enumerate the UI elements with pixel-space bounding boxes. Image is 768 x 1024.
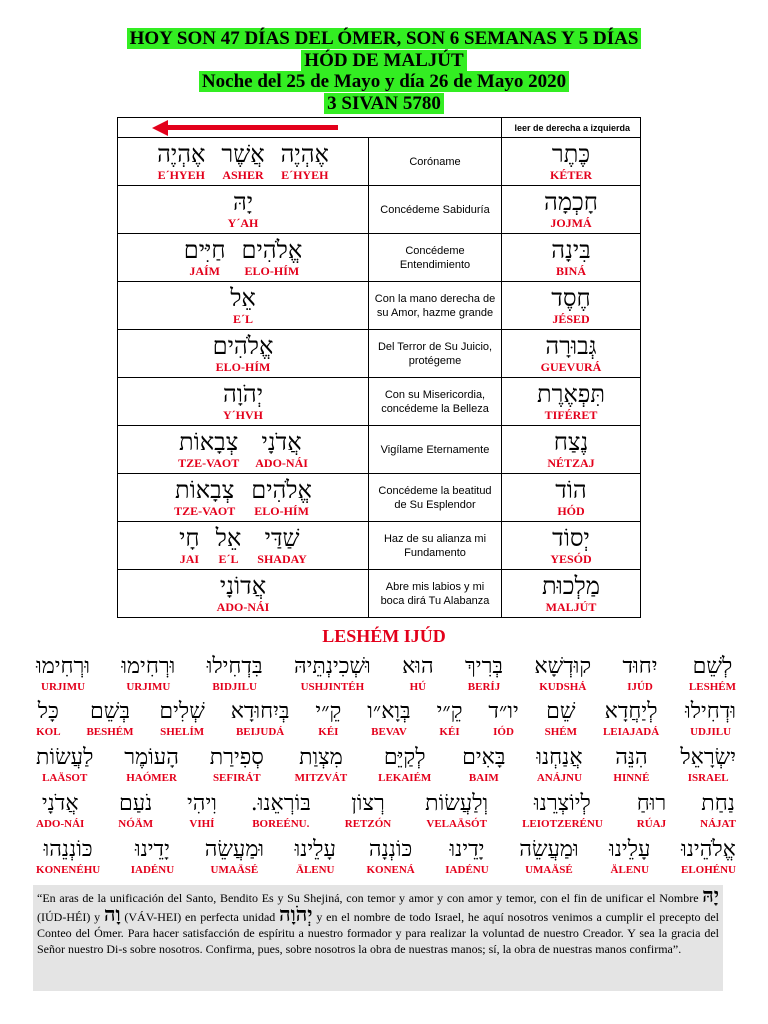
divine-name [184, 237, 226, 278]
divine-name [251, 477, 312, 518]
prayer-word-transliteration: LEKAIÉM [378, 772, 432, 784]
prayer-word-transliteration: BERÍJ [467, 681, 501, 693]
header-line-sefira: HÓD DE MALJÚT [0, 50, 768, 72]
divine-name-hebrew: אֲשֶׁר [221, 140, 265, 168]
prayer-word [124, 745, 179, 791]
prayer-word-transliteration: KONENÁ [366, 864, 415, 876]
sefira-hebrew: גְּבוּרָה [545, 332, 597, 360]
sefira-cell [502, 378, 641, 426]
prayer-word-transliteration: IADÉNU [445, 864, 489, 876]
prayer-word [488, 699, 518, 745]
divine-name-transliteration: TZE-VAOT [174, 504, 236, 518]
prayer-word-transliteration: KONENÉHU [36, 864, 101, 876]
divine-name [213, 333, 274, 374]
prayer-word-hebrew: קֵ״י [436, 699, 463, 724]
prayer-word-transliteration: LAÄSOT [42, 772, 88, 784]
prayer-word [536, 745, 582, 791]
prayer-word-hebrew: רְצוֹן [351, 791, 385, 816]
prayer-word-hebrew: כָּל [37, 699, 59, 724]
prayer-word [534, 654, 591, 700]
prayer-word-hebrew: לְיוֹצְרֵנוּ [534, 791, 591, 816]
sefira-hebrew: תִּפְאֶרֶת [536, 380, 606, 408]
prayer-word [402, 654, 434, 700]
divine-name [281, 141, 329, 182]
prayer-word-hebrew: לְשֵׁם [692, 654, 733, 679]
prayer-word-hebrew: הָעוֹמֶר [124, 745, 179, 770]
prayer-word-hebrew: אֲדֹנָי [41, 791, 79, 816]
prayer-word-transliteration: ÄLENU [610, 864, 650, 876]
prayer-word-transliteration: USHJINTÉH [300, 681, 365, 693]
prayer-word-transliteration: NÁJAT [700, 818, 736, 830]
divine-name-hebrew: אֶהְיֶה [280, 140, 329, 168]
divine-name-transliteration: JAÍM [189, 264, 220, 278]
prayer-word [345, 791, 391, 837]
divine-name-transliteration: Y´AH [227, 216, 259, 230]
prayer-word [118, 791, 153, 837]
divine-name-transliteration: ELO-HÍM [254, 504, 309, 518]
sefira-transliteration: NÉTZAJ [547, 456, 595, 470]
prayer-word [685, 699, 736, 745]
prayer-word-hebrew: וּרְחִימוּ [36, 654, 90, 679]
prayer-word [251, 791, 311, 837]
prayer-word-hebrew: כּוֹנְנָה [368, 837, 413, 862]
prayer-word-hebrew: עָלֵינוּ [609, 837, 651, 862]
divine-name-transliteration: ASHER [222, 168, 264, 182]
divine-name-hebrew: אֲדוֹנָי [219, 572, 267, 600]
prayer-word-hebrew: בְּשֵׁם [90, 699, 130, 724]
prayer-word [367, 699, 410, 745]
prayer-word [437, 699, 463, 745]
prayer-cell: Concédeme Entendimiento [369, 234, 502, 282]
prayer-word-hebrew: נֹעַם [119, 791, 153, 816]
prayer-word-hebrew: בָּאִים [462, 745, 506, 770]
prayer-line [36, 791, 736, 837]
prayer-line [36, 699, 736, 745]
sefira-transliteration: MALJÚT [545, 600, 597, 614]
divine-name [230, 285, 256, 326]
table-row [118, 138, 641, 186]
prayer-word-transliteration: BEIJUDÁ [235, 726, 285, 738]
prayer-word-transliteration: URJIMU [126, 681, 171, 693]
translation-part-2: (IÚD-HÉI) y [37, 910, 101, 924]
divine-name-transliteration: E´L [218, 552, 239, 566]
sefira-hebrew: נֶצַח [553, 428, 589, 456]
sefira-hebrew: יְסוֹד [552, 524, 590, 552]
prayer-word [207, 654, 263, 700]
sefira-cell [502, 138, 641, 186]
prayer-word-hebrew: קוּדְשָׁא [534, 654, 592, 679]
sefira-transliteration: BINÁ [555, 264, 586, 278]
prayer-word-transliteration: ISRAEL [687, 772, 729, 784]
prayer-word [36, 837, 100, 883]
prayer-cell: Coróname [369, 138, 502, 186]
translation-part-1: “En aras de la unificación del Santo, Bendito Es y Su Shejiná, con temor y amor y con amor y temor, con el fin de unificar el Nombre [37, 891, 699, 905]
prayer-word-transliteration: BAIM [468, 772, 499, 784]
header-line-hebrew-date: 3 SIVAN 5780 [0, 93, 768, 115]
prayer-word-hebrew: בִּדְחִילוּ [206, 654, 263, 679]
divine-names-cell [118, 522, 369, 570]
prayer-word-hebrew: סְפִירַת [209, 745, 264, 770]
divine-name-transliteration: E´HYEH [157, 168, 205, 182]
prayer-word-hebrew: קֵ״י [315, 699, 342, 724]
prayer-word [121, 654, 175, 700]
divine-name [223, 381, 263, 422]
divine-names-cell [118, 378, 369, 426]
prayer-word [36, 791, 84, 837]
prayer-word-transliteration: UMAÄSÉ [525, 864, 573, 876]
divine-names-cell [118, 186, 369, 234]
prayer-word-transliteration: BEVAV [371, 726, 407, 738]
header-line-date: Noche del 25 de Mayo y día 26 de Mayo 2020 [0, 71, 768, 93]
arrow-shaft [166, 125, 338, 130]
leshem-title: LESHÉM IJÚD [322, 626, 446, 646]
prayer-word-transliteration: LESHÉM [688, 681, 736, 693]
divine-name-hebrew: אֱלֹהִים [251, 476, 312, 504]
prayer-word-transliteration: UMAÄSÉ [210, 864, 259, 876]
prayer-word-hebrew: וּדְחִילוּ [685, 699, 736, 724]
sefira-hebrew: הוֹד [555, 476, 587, 504]
divine-name-transliteration: ADO-NÁI [216, 600, 270, 614]
divine-names-cell [118, 138, 369, 186]
prayer-word-hebrew: יָדֵינוּ [449, 837, 485, 862]
sefira-transliteration: YESÓD [550, 552, 592, 566]
divine-name-hebrew: יְהֹוָה [222, 380, 264, 408]
prayer-word-transliteration: ÄLENU [296, 864, 335, 876]
prayer-word-hebrew: יִשְׂרָאֵל [680, 745, 736, 770]
sefira-hebrew: כֶּתֶר [551, 140, 591, 168]
divine-names-cell [118, 426, 369, 474]
prayer-word-hebrew: שֵׁם [546, 699, 576, 724]
prayer-word [613, 745, 649, 791]
prayer-word-hebrew: לְיַחֲדָא [604, 699, 658, 724]
prayer-word [36, 745, 93, 791]
name-vah-hebrew: וָה [103, 902, 121, 926]
divine-name-hebrew: יָהּ [232, 188, 254, 216]
prayer-word-transliteration: SHÉM [544, 726, 578, 738]
table-row [118, 186, 641, 234]
prayer-cell: Con su Misericordia, concédeme la Belleza [369, 378, 502, 426]
prayer-cell: Haz de su alianza mi Fundamento [369, 522, 502, 570]
prayer-cell: Del Terror de Su Juicio, protégeme [369, 330, 502, 378]
prayer-word [205, 837, 264, 883]
prayer-word-transliteration: KUDSHÁ [539, 681, 587, 693]
sefira-cell [502, 234, 641, 282]
divine-name-transliteration: SHADAY [257, 552, 307, 566]
prayer-line [36, 837, 736, 883]
prayer-word-hebrew: נַחַת [701, 791, 735, 816]
prayer-word-transliteration: MITZVÁT [294, 772, 348, 784]
table-row [118, 474, 641, 522]
prayer-word-transliteration: HINNÉ [613, 772, 650, 784]
prayer-word [623, 654, 658, 700]
prayer-word-transliteration: BIDJILU [212, 681, 257, 693]
divine-name-hebrew: אֵל [215, 524, 242, 552]
sefirot-table [117, 117, 641, 618]
divine-name-transliteration: JAI [179, 552, 200, 566]
prayer-word-transliteration: LEIOTZERÉNU [522, 818, 603, 830]
prayer-word [210, 745, 264, 791]
divine-name-transliteration: TZE-VAOT [178, 456, 240, 470]
divine-names-cell [118, 570, 369, 618]
divine-name-hebrew: אֵל [230, 284, 256, 312]
divine-name-hebrew: צְבָאוֹת [174, 476, 235, 504]
divine-name-transliteration: E´L [233, 312, 254, 326]
divine-name [242, 237, 303, 278]
prayer-word [637, 791, 666, 837]
sefira-hebrew: חֶסֶד [551, 284, 591, 312]
prayer-word-transliteration: BESHÉM [86, 726, 134, 738]
divine-name [257, 525, 307, 566]
prayer-word [86, 699, 133, 745]
divine-name-hebrew: אֶהְיֶה [157, 140, 206, 168]
prayer-word-hebrew: וּרְחִימוּ [121, 654, 176, 679]
divine-name [174, 477, 235, 518]
prayer-word-hebrew: מִצְוַת [299, 745, 343, 770]
divine-name [255, 429, 308, 470]
prayer-word [187, 791, 217, 837]
prayer-word [159, 699, 204, 745]
prayer-word [465, 654, 503, 700]
divine-names-cell [118, 474, 369, 522]
divine-name-transliteration: ELO-HÍM [215, 360, 271, 374]
arrow-cell [118, 118, 502, 138]
prayer-word [681, 837, 736, 883]
prayer-word-hebrew: אֱלֹהֵינוּ [681, 837, 736, 862]
prayer-word-hebrew: כּוֹנְנֵהוּ [43, 837, 93, 862]
prayer-word [425, 791, 488, 837]
prayer-word-transliteration: ELOHÉNU [680, 864, 736, 876]
prayer-word [700, 791, 736, 837]
prayer-word-transliteration: RÚAJ [636, 818, 667, 830]
prayer-word [315, 699, 341, 745]
sefira-transliteration: JOJMÁ [550, 216, 592, 230]
sefira-cell [502, 570, 641, 618]
prayer-word [295, 745, 348, 791]
prayer-word-transliteration: UDJILU [690, 726, 732, 738]
prayer-word [522, 791, 603, 837]
name-yah-hebrew: יָהּ [702, 883, 720, 907]
prayer-word [231, 699, 290, 745]
prayer-word-transliteration: IÓD [493, 726, 514, 738]
prayer-cell: Vigílame Eternamente [369, 426, 502, 474]
divine-name [221, 141, 264, 182]
prayer-word-hebrew: שְׁלִים [159, 699, 205, 724]
sefira-cell [502, 186, 641, 234]
prayer-word-hebrew: בְּרִיךְ [465, 654, 503, 679]
prayer-word-hebrew: הִנֵּה [615, 745, 648, 770]
sefira-transliteration: HÓD [557, 504, 585, 518]
table-row [118, 522, 641, 570]
table-row [118, 378, 641, 426]
prayer-word-transliteration: ADO-NÁI [36, 818, 85, 830]
prayer-line [36, 745, 736, 791]
table-header-row [118, 118, 641, 138]
prayer-cell: Con la mano derecha de su Amor, hazme grande [369, 282, 502, 330]
prayer-cell: Abre mis labios y mi boca dirá Tu Alabanza [369, 570, 502, 618]
prayer-word [378, 745, 431, 791]
divine-name-transliteration: ADO-NÁI [255, 456, 308, 470]
table-row [118, 234, 641, 282]
sefira-hebrew: בִּינָה [551, 236, 591, 264]
divine-name-hebrew: שַׁדַּי [264, 524, 300, 552]
prayer-word-hebrew: וּשְׁכִינְתֵּיהּ [293, 654, 371, 679]
prayer-word-hebrew: רוּחַ [636, 791, 667, 816]
sefira-cell [502, 474, 641, 522]
prayer-word-transliteration: .BOREÉNU [252, 818, 310, 830]
divine-name-hebrew: אֱלֹהִים [241, 236, 303, 264]
sefira-cell [502, 522, 641, 570]
divine-name-transliteration: Y´HVH [223, 408, 264, 422]
translation-paragraph [33, 885, 723, 991]
divine-name-transliteration: ELO-HÍM [244, 264, 300, 278]
prayer-word-transliteration: LEIAJADÁ [602, 726, 660, 738]
prayer-word-hebrew: וּמַעֲשֵׂה [204, 837, 265, 862]
prayer-word-hebrew: עָלֵינוּ [294, 837, 336, 862]
prayer-word [294, 654, 371, 700]
prayer-word [462, 745, 505, 791]
prayer-word-hebrew: בְּיִחוּדָא [230, 699, 290, 724]
prayer-word [689, 654, 736, 700]
sefira-hebrew: חָכְמָה [544, 188, 598, 216]
translation-part-4: y en el nombre de todo Israel, he aquí nosotros venimos a cumplir el precepto del Conteo del Ómer. Para hacer satisfacción de espíritu a nuestro formador y para realizar la voluntad de nuestro Creador. Y sea la gracia del Señor nuestro Di-s sobre nosotros. Confirma, pues, sobre nosotros la obra de nuestras manos; sí, la obra de nuestras manos confirma”. [37, 910, 720, 956]
prayer-word-transliteration: SHELÍM [160, 726, 205, 738]
prayer-word-transliteration: KÉI [439, 726, 460, 738]
sefira-cell [502, 330, 641, 378]
table-row [118, 426, 641, 474]
sefira-transliteration: JÉSED [552, 312, 590, 326]
table-row [118, 282, 641, 330]
prayer-word-hebrew: לַעֲשׂוֹת [36, 745, 94, 770]
prayer-word-transliteration: KOL [36, 726, 61, 738]
prayer-word-transliteration: NÓÄM [118, 818, 154, 830]
table-row [118, 330, 641, 378]
prayer-word-transliteration: ANÁJNU [536, 772, 583, 784]
header-line-days: HOY SON 47 DÍAS DEL ÓMER, SON 6 SEMANAS Y 5 DÍAS [0, 28, 768, 50]
prayer-word-transliteration: HÚ [409, 681, 427, 693]
prayer-word [680, 745, 736, 791]
read-direction-hint: leer de derecha a izquierda [502, 118, 641, 138]
prayer-word-hebrew: אֲנַחְנוּ [536, 745, 583, 770]
divine-name [157, 141, 205, 182]
prayer-line [36, 654, 736, 700]
divine-names-cell [118, 234, 369, 282]
sefira-cell [502, 426, 641, 474]
prayer-word-transliteration: HAÓMER [126, 772, 177, 784]
divine-name [217, 573, 270, 614]
prayer-word [545, 699, 577, 745]
divine-name-transliteration: E´HYEH [281, 168, 329, 182]
prayer-word-transliteration: SEFIRÁT [212, 772, 261, 784]
prayer-word-hebrew: וִיהִי [187, 791, 217, 816]
prayer-word-hebrew: יָדֵינוּ [135, 837, 170, 862]
prayer-word [131, 837, 174, 883]
sefira-transliteration: TIFÉRET [544, 408, 598, 422]
sefira-cell [502, 282, 641, 330]
prayer-word-hebrew: בּוֹרְאֵנוּ. [250, 791, 311, 816]
name-yhvh-hebrew: יְהֹוָה [279, 902, 313, 926]
prayer-word [36, 699, 60, 745]
divine-name [179, 525, 200, 566]
prayer-word-hebrew: הוּא [402, 654, 434, 679]
prayer-word [366, 837, 414, 883]
translation-part-3: (VÁV-HEI) en perfecta unidad [124, 910, 276, 924]
prayer-word-hebrew: לְקַיֵּם [383, 745, 426, 770]
divine-name-hebrew: אֲדֹנָי [261, 428, 302, 456]
divine-names-cell [118, 330, 369, 378]
prayer-word-transliteration: VELAÄSÓT [426, 818, 487, 830]
table-row [118, 570, 641, 618]
prayer-word-hebrew: יו״ד [488, 699, 519, 724]
prayer-word [519, 837, 578, 883]
divine-name-hebrew: צְבָאוֹת [179, 428, 239, 456]
prayer-word-hebrew: וְלַעֲשׂוֹת [425, 791, 489, 816]
divine-name-hebrew: חָי [179, 524, 200, 552]
sefira-transliteration: KÉTER [549, 168, 592, 182]
prayer-cell: Concédeme Sabiduría [369, 186, 502, 234]
prayer-cell: Concédeme la beatitud de Su Esplendor [369, 474, 502, 522]
prayer-word [609, 837, 650, 883]
sefira-hebrew: מַלְכוּת [542, 572, 600, 600]
prayer-word [603, 699, 659, 745]
prayer-word-transliteration: KÉI [318, 726, 339, 738]
prayer-word-hebrew: בְּוָא״ו [367, 699, 411, 724]
prayer-word-transliteration: RETZÓN [344, 818, 392, 830]
prayer-word [295, 837, 336, 883]
divine-name-hebrew: חַיִּים [183, 236, 226, 264]
prayer-word [445, 837, 488, 883]
divine-name-hebrew: אֱלֹהִים [212, 332, 274, 360]
divine-name [228, 189, 259, 230]
prayer-word-hebrew: יִחוּד [622, 654, 658, 679]
prayer-word-transliteration: URJIMU [41, 681, 86, 693]
divine-names-cell [118, 282, 369, 330]
divine-name [178, 429, 239, 470]
sefira-transliteration: GUEVURÁ [540, 360, 602, 374]
prayer-word [36, 654, 90, 700]
prayer-word-transliteration: VIHÍ [189, 818, 215, 830]
divine-name [216, 525, 242, 566]
prayer-word-transliteration: IJÚD [627, 681, 653, 693]
prayer-word-hebrew: וּמַעֲשֵׂה [519, 837, 579, 862]
prayer-word-transliteration: IADÉNU [130, 864, 175, 876]
